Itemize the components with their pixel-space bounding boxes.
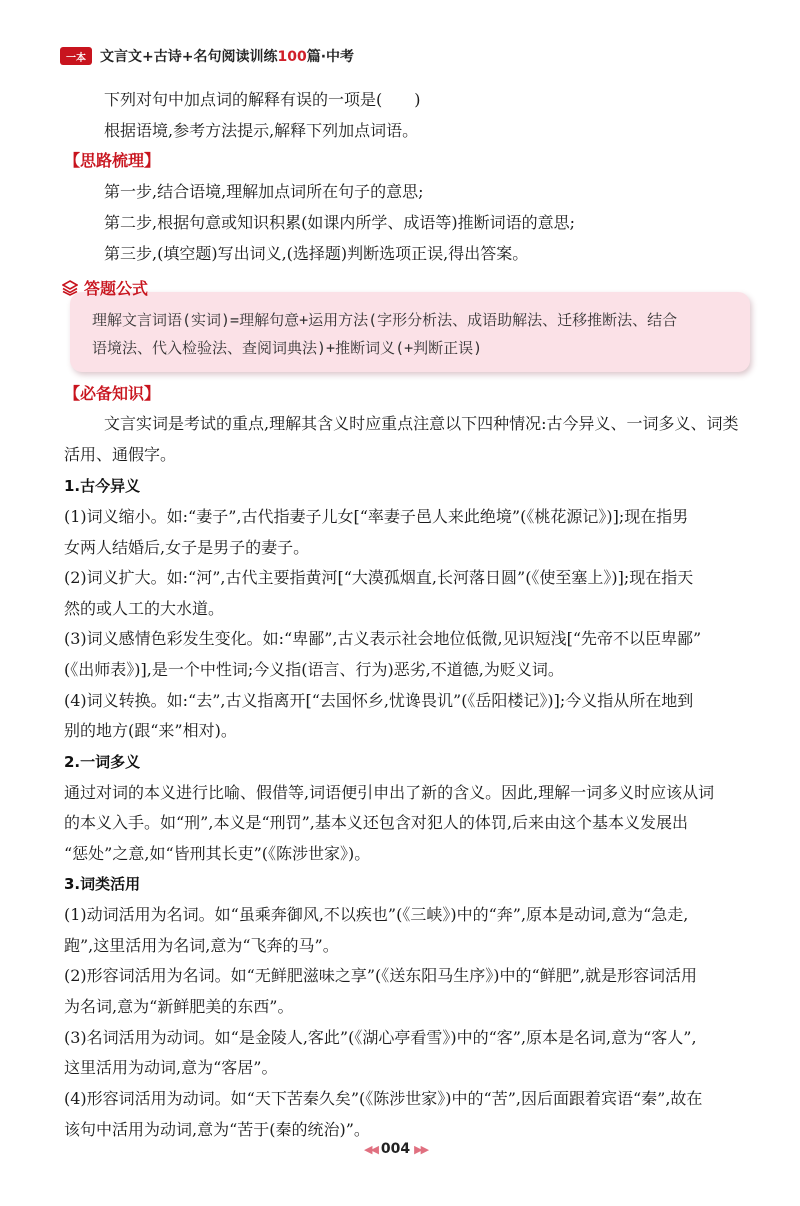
s2-line-1: 通过对词的本义进行比喻、假借等,词语便引申出了新的含义。因此,理解一词多义时应该从词 [64, 783, 715, 802]
s1-line-7: (4)词义转换。如:“去”,古义指离开[“去国怀乡,忧谗畏讥”(《岳阳楼记》)];今义指从所在地到 [64, 691, 694, 710]
section-title-thinking: 【思路梳理】 [64, 151, 161, 170]
running-header [60, 44, 354, 68]
s3-line-8: 该句中活用为动词,意为“苦于(秦的统治)”。 [64, 1120, 370, 1139]
s1-line-4: 然的或人工的大水道。 [64, 599, 225, 618]
s1-line-5: (3)词义感情色彩发生变化。如:“卑鄙”,古义表示社会地位低微,见识短浅[“先帝不以臣卑鄙” [64, 629, 702, 648]
thinking-step-3: 第三步,(填空题)写出词义,(选择题)判断选项正误,得出答案。 [104, 244, 529, 263]
s3-line-7: (4)形容词活用为动词。如“天下苦秦久矣”(《陈涉世家》)中的“苦”,因后面跟着宾语“秦”,故在 [64, 1089, 703, 1108]
subsection-title-1: 1.古今异义 [64, 477, 141, 495]
book-title-part1: 文言文+古诗+名句阅读训练 [100, 49, 278, 65]
book-title [100, 46, 354, 66]
formula-line-1: 理解文言词语(实词)=理解句意+运用方法(字形分析法、成语助解法、迁移推断法、结合 [92, 311, 678, 329]
intro-question: 下列对句中加点词的解释有误的一项是( ) [104, 90, 421, 109]
s1-line-3: (2)词义扩大。如:“河”,古代主要指黄河[“大漠孤烟直,长河落日圆”(《使至塞上》)];现在指天 [64, 568, 694, 587]
double-chevron-right-icon: ▶▶ [414, 1142, 428, 1156]
page-number [360, 1141, 431, 1157]
s3-line-4: 为名词,意为“新鲜肥美的东西”。 [64, 997, 294, 1016]
s2-line-3: “惩处”之意,如“皆刑其长吏”(《陈涉世家》)。 [64, 844, 371, 863]
formula-box [70, 292, 750, 372]
subsection-title-2: 2.一词多义 [64, 753, 141, 771]
s1-line-2: 女两人结婚后,女子是男子的妻子。 [64, 538, 310, 557]
series-logo: 一本 [60, 47, 92, 65]
s2-line-2: 的本义入手。如“刑”,本义是“刑罚”,基本义还包含对犯人的体罚,后来由这个基本义发展出 [64, 813, 688, 832]
knowledge-para-line-2: 活用、通假字。 [64, 445, 177, 464]
s3-line-1: (1)动词活用为名词。如“虽乘奔御风,不以疾也”(《三峡》)中的“奔”,原本是动词,意为“急走, [64, 905, 689, 924]
knowledge-para-line-1: 文言实词是考试的重点,理解其含义时应重点注意以下四种情况:古今异义、一词多义、词类 [104, 414, 739, 433]
formula-heading [62, 276, 148, 299]
s1-line-6: (《出师表》)],是一个中性词;今义指(语言、行为)恶劣,不道德,为贬义词。 [64, 660, 564, 679]
thinking-step-1: 第一步,结合语境,理解加点词所在句子的意思; [104, 182, 424, 201]
book-title-part2: 篇·中考 [306, 49, 355, 65]
page-number-text: 004 [380, 1141, 411, 1157]
stack-layers-icon [62, 280, 78, 296]
s1-line-8: 别的地方(跟“来”相对)。 [64, 721, 237, 740]
subsection-title-3: 3.词类活用 [64, 875, 141, 893]
book-title-number: 100 [277, 49, 307, 65]
thinking-step-2: 第二步,根据句意或知识积累(如课内所学、成语等)推断词语的意思; [104, 213, 575, 232]
s3-line-2: 跑”,这里活用为名词,意为“飞奔的马”。 [64, 936, 339, 955]
s3-line-3: (2)形容词活用为名词。如“无鲜肥滋味之享”(《送东阳马生序》)中的“鲜肥”,就是形容词活用 [64, 966, 697, 985]
formula-title: 答题公式 [84, 279, 149, 298]
intro-instruction: 根据语境,参考方法提示,解释下列加点词语。 [104, 121, 419, 140]
s1-line-1: (1)词义缩小。如:“妻子”,古代指妻子儿女[“率妻子邑人来此绝境”(《桃花源记》)];现在指男 [64, 507, 689, 526]
section-title-knowledge: 【必备知识】 [64, 384, 161, 403]
double-chevron-left-icon: ◀◀ [364, 1142, 377, 1156]
s3-line-6: 这里活用为动词,意为“客居”。 [64, 1058, 278, 1077]
formula-line-2: 语境法、代入检验法、查阅词典法)+推断词义(+判断正误) [92, 339, 483, 357]
s3-line-5: (3)名词活用为动词。如“是金陵人,客此”(《湖心亭看雪》)中的“客”,原本是名词,意为“客人”, [64, 1028, 697, 1047]
